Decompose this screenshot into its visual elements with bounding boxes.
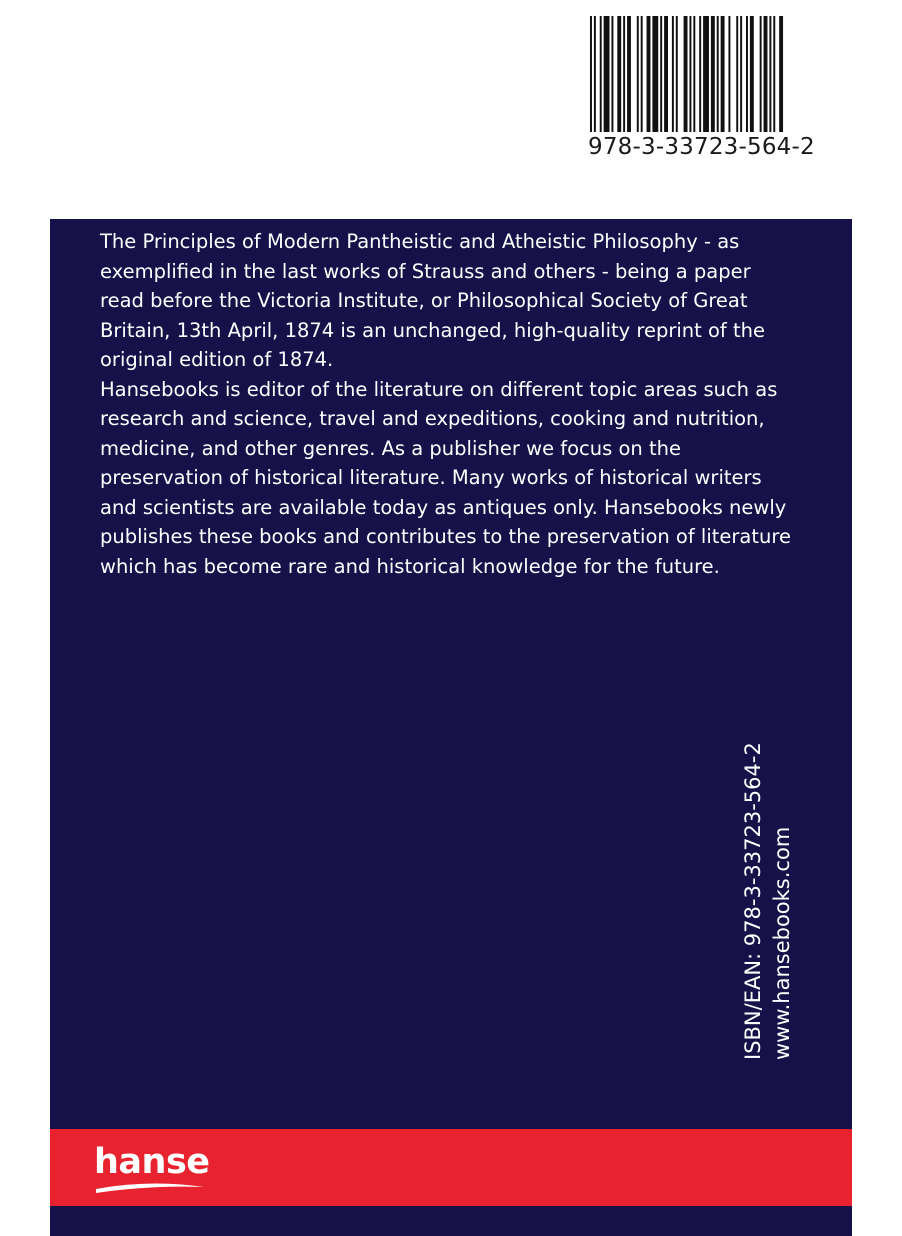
barcode-bar	[623, 16, 625, 132]
barcode-bar	[617, 16, 621, 132]
barcode-bar	[699, 16, 701, 132]
barcode-bar	[660, 16, 662, 132]
barcode-bar	[664, 16, 668, 132]
barcode-bar	[684, 16, 688, 132]
description-paragraph-title: The Principles of Modern Pantheistic and Atheistic Philosophy - as exemplified in the last works of Strauss and others - being a paper read before the Victoria Institute, or Philosophical Society of Great Britain, 13th April, 1874 is an unchanged, high-quality reprint of the original edition of 1874.	[100, 230, 765, 371]
website-text: www.hansebooks.com	[770, 826, 794, 1060]
barcode-bar	[703, 16, 709, 132]
barcode-bar	[672, 16, 674, 132]
barcode-bar	[779, 16, 783, 132]
barcode-bar	[600, 16, 602, 132]
barcode-bar	[746, 16, 748, 132]
barcode-bar	[689, 16, 691, 132]
barcode-bar	[740, 16, 742, 132]
barcode-bar	[627, 16, 631, 132]
barcode-bar	[611, 16, 613, 132]
barcode-bar	[637, 16, 639, 132]
book-description	[100, 227, 800, 581]
barcode-bar	[676, 16, 678, 132]
barcode-bar	[594, 16, 596, 132]
barcode-bar	[773, 16, 775, 132]
back-cover-panel	[50, 219, 852, 1236]
barcode-bar	[760, 16, 762, 132]
barcode-bar	[693, 16, 695, 132]
barcode-bar	[652, 16, 658, 132]
hanse-logo-text: hanse	[94, 1142, 210, 1182]
barcode-bar	[590, 16, 592, 132]
isbn-ean-text: ISBN/EAN: 978-3-33723-564-2	[741, 742, 765, 1060]
barcode-bar	[721, 16, 725, 132]
barcode-bar	[717, 16, 719, 132]
barcode-bar	[728, 16, 730, 132]
barcode-bar	[736, 16, 738, 132]
barcode-bar	[769, 16, 771, 132]
logo-swoosh-icon	[94, 1177, 206, 1195]
barcode-bar	[604, 16, 610, 132]
publisher-band	[50, 1129, 852, 1206]
barcode-bars	[588, 16, 784, 132]
barcode-number: 978-3-33723-564-2	[588, 134, 815, 160]
barcode-bar	[750, 16, 754, 132]
vertical-isbn-block	[739, 742, 797, 1060]
description-paragraph-publisher: Hansebooks is editor of the literature on different topic areas such as research and science, travel and expeditions, cooking and nutrition, medicine, and other genres. As a publisher we focus on the preservation of historical literature. Many works of historical writers and scientists are available today as antiques only. Hansebooks newly publishes these books and contributes to the preservation of literature which has become rare and historical knowledge for the future.	[100, 377, 791, 578]
barcode-bar	[764, 16, 768, 132]
barcode-bar	[641, 16, 643, 132]
hanse-logo	[94, 1141, 210, 1197]
barcode-bar	[647, 16, 651, 132]
barcode-bar	[711, 16, 715, 132]
barcode	[588, 16, 815, 162]
